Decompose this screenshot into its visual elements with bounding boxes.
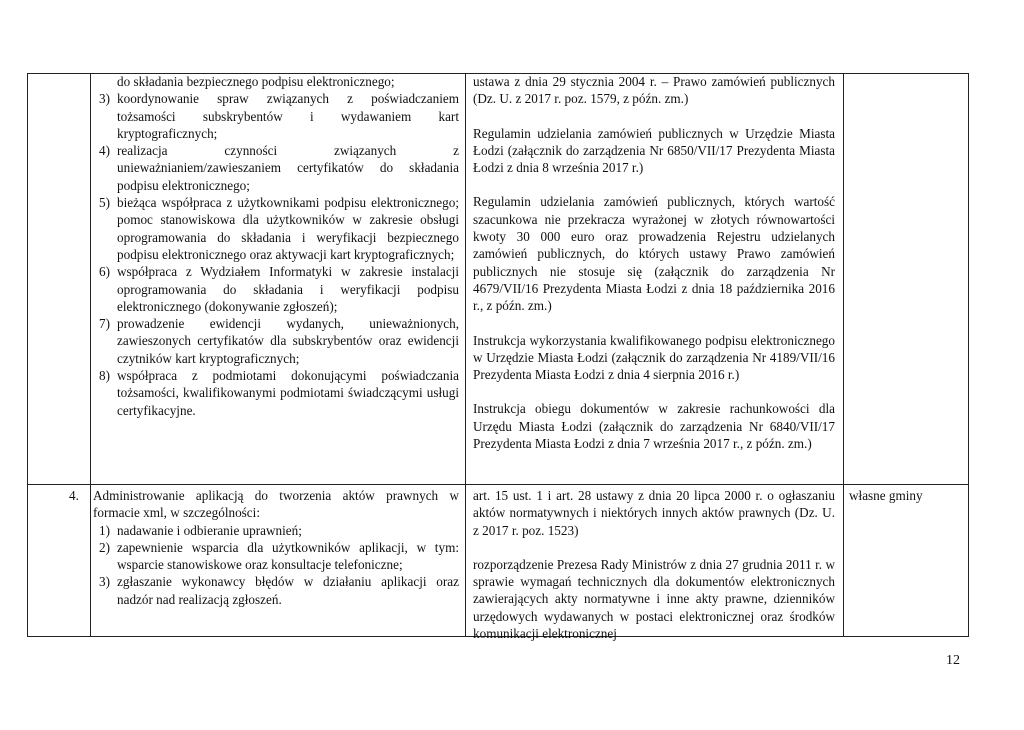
list-item: 5) bieżąca współpraca z użytkownikami podpisu elektronicznego; pomoc stanowiskowa dla użytkowników w zakresie obsługi oprogramowania do składania i weryfikacji bezpiecznego podpisu elektronicznego oraz aktywacji kart kryptograficznych; (99, 195, 459, 262)
row4-task-title: Administrowanie aplikacją do tworzenia aktów prawnych w formacie xml, w szczególności: (93, 488, 459, 521)
list-item: 2) zapewnienie wsparcia dla użytkowników aplikacji, w tym: wsparcie stanowiskowe oraz konsultacje telefoniczne; (99, 539, 459, 573)
legal-basis-item: Instrukcja obiegu dokumentów w zakresie rachunkowości dla Urzędu Miasta Łodzi (załącznik do zarządzenia Nr 6840/VII/17 Prezydenta Miasta Łodzi z dnia 7 września 2017 r., z późn. zm.) (473, 401, 835, 452)
row4-source: własne gminy (849, 488, 923, 503)
document-table (27, 73, 969, 642)
column-divider (843, 74, 844, 636)
legal-basis-item: rozporządzenie Prezesa Rady Ministrów z dnia 27 grudnia 2011 r. w sprawie wymagań technicznych dla dokumentów elektronicznych zawierających akty normatywne i inne akty prawne, dzienników urzędowych wydawanych w postaci elektronicznej oraz środków komunikacji elektronicznej (473, 556, 835, 642)
row-number: 4. (69, 488, 79, 503)
list-item (93, 73, 459, 90)
row3-task-lead: do składania bezpiecznego podpisu elektronicznego; (117, 74, 395, 89)
row3-legal-cell (473, 73, 835, 469)
legal-basis-item: Regulamin udzielania zamówień publicznych, których wartość szacunkowa nie przekracza wyrażonej w złotych równowartości kwoty 30 000 euro oraz prowadzenia Rejestru udzielanych zamówień publicznych, do których ustawy Prawo zamówień publicznych nie stosuje się (załącznik do zarządzenia Nr 4679/VII/16 Prezydenta Miasta Łodzi z dnia 18 października 2016 r., z późn. zm.) (473, 194, 835, 314)
legal-basis-item: art. 15 ust. 1 i art. 28 ustawy z dnia 20 lipca 2000 r. o ogłaszaniu aktów normatywnych i niektórych innych aktów prawnych (Dz. U. z 2017 r. poz. 1523) (473, 488, 835, 538)
list-item: 6) współpraca z Wydziałem Informatyki w zakresie instalacji oprogramowania do składania i weryfikacji podpisu elektronicznego (dokonywanie zgłoszeń); (99, 264, 459, 314)
page-number: 12 (946, 653, 960, 668)
list-item: 7) prowadzenie ewidencji wydanych, unieważnionych, zawieszonych certyfikatów dla subskrybentów oraz ewidencji czytników kart kryptograficznych; (99, 316, 459, 366)
column-divider (465, 74, 466, 636)
row3-tasks-cell (93, 73, 459, 419)
column-divider (90, 74, 91, 636)
legal-basis-item: ustawa z dnia 29 stycznia 2004 r. – Prawo zamówień publicznych (Dz. U. z 2017 r. poz. 1579, z późn. zm.) (473, 74, 835, 107)
list-item: 4) realizacja czynności związanych z unieważnianiem/zawieszaniem certyfikatów do składania podpisu elektronicznego; (99, 143, 459, 193)
legal-basis-item: Regulamin udzielania zamówień publicznych w Urzędzie Miasta Łodzi (załącznik do zarządzenia Nr 6850/VII/17 Prezydenta Miasta Łodzi z dnia 8 września 2017 r.) (473, 125, 835, 176)
list-item: 3) zgłaszanie wykonawcy błędów w działaniu aplikacji oraz nadzór nad realizacją zgłoszeń. (99, 574, 459, 607)
legal-basis-item: Instrukcja wykorzystania kwalifikowanego podpisu elektronicznego w Urzędzie Miasta Łodzi (załącznik do zarządzenia Nr 4189/VII/16 Prezydenta Miasta Łodzi z dnia 4 sierpnia 2016 r.) (473, 332, 835, 383)
list-item: 8) współpraca z podmiotami dokonującymi poświadczania tożsamości, kwalifikowanymi podmiotami świadczącymi usługi certyfikacyjne. (99, 368, 459, 418)
list-item: 3) koordynowanie spraw związanych z poświadczaniem tożsamości subskrybentów i wydawaniem kart kryptograficznych; (99, 91, 459, 141)
table-border-left (27, 74, 28, 636)
row-divider (27, 484, 969, 485)
list-item: 1) nadawanie i odbieranie uprawnień; (99, 522, 302, 538)
row4-legal-cell (473, 487, 835, 642)
table-border-right (968, 74, 969, 636)
row4-tasks-cell (93, 487, 459, 608)
